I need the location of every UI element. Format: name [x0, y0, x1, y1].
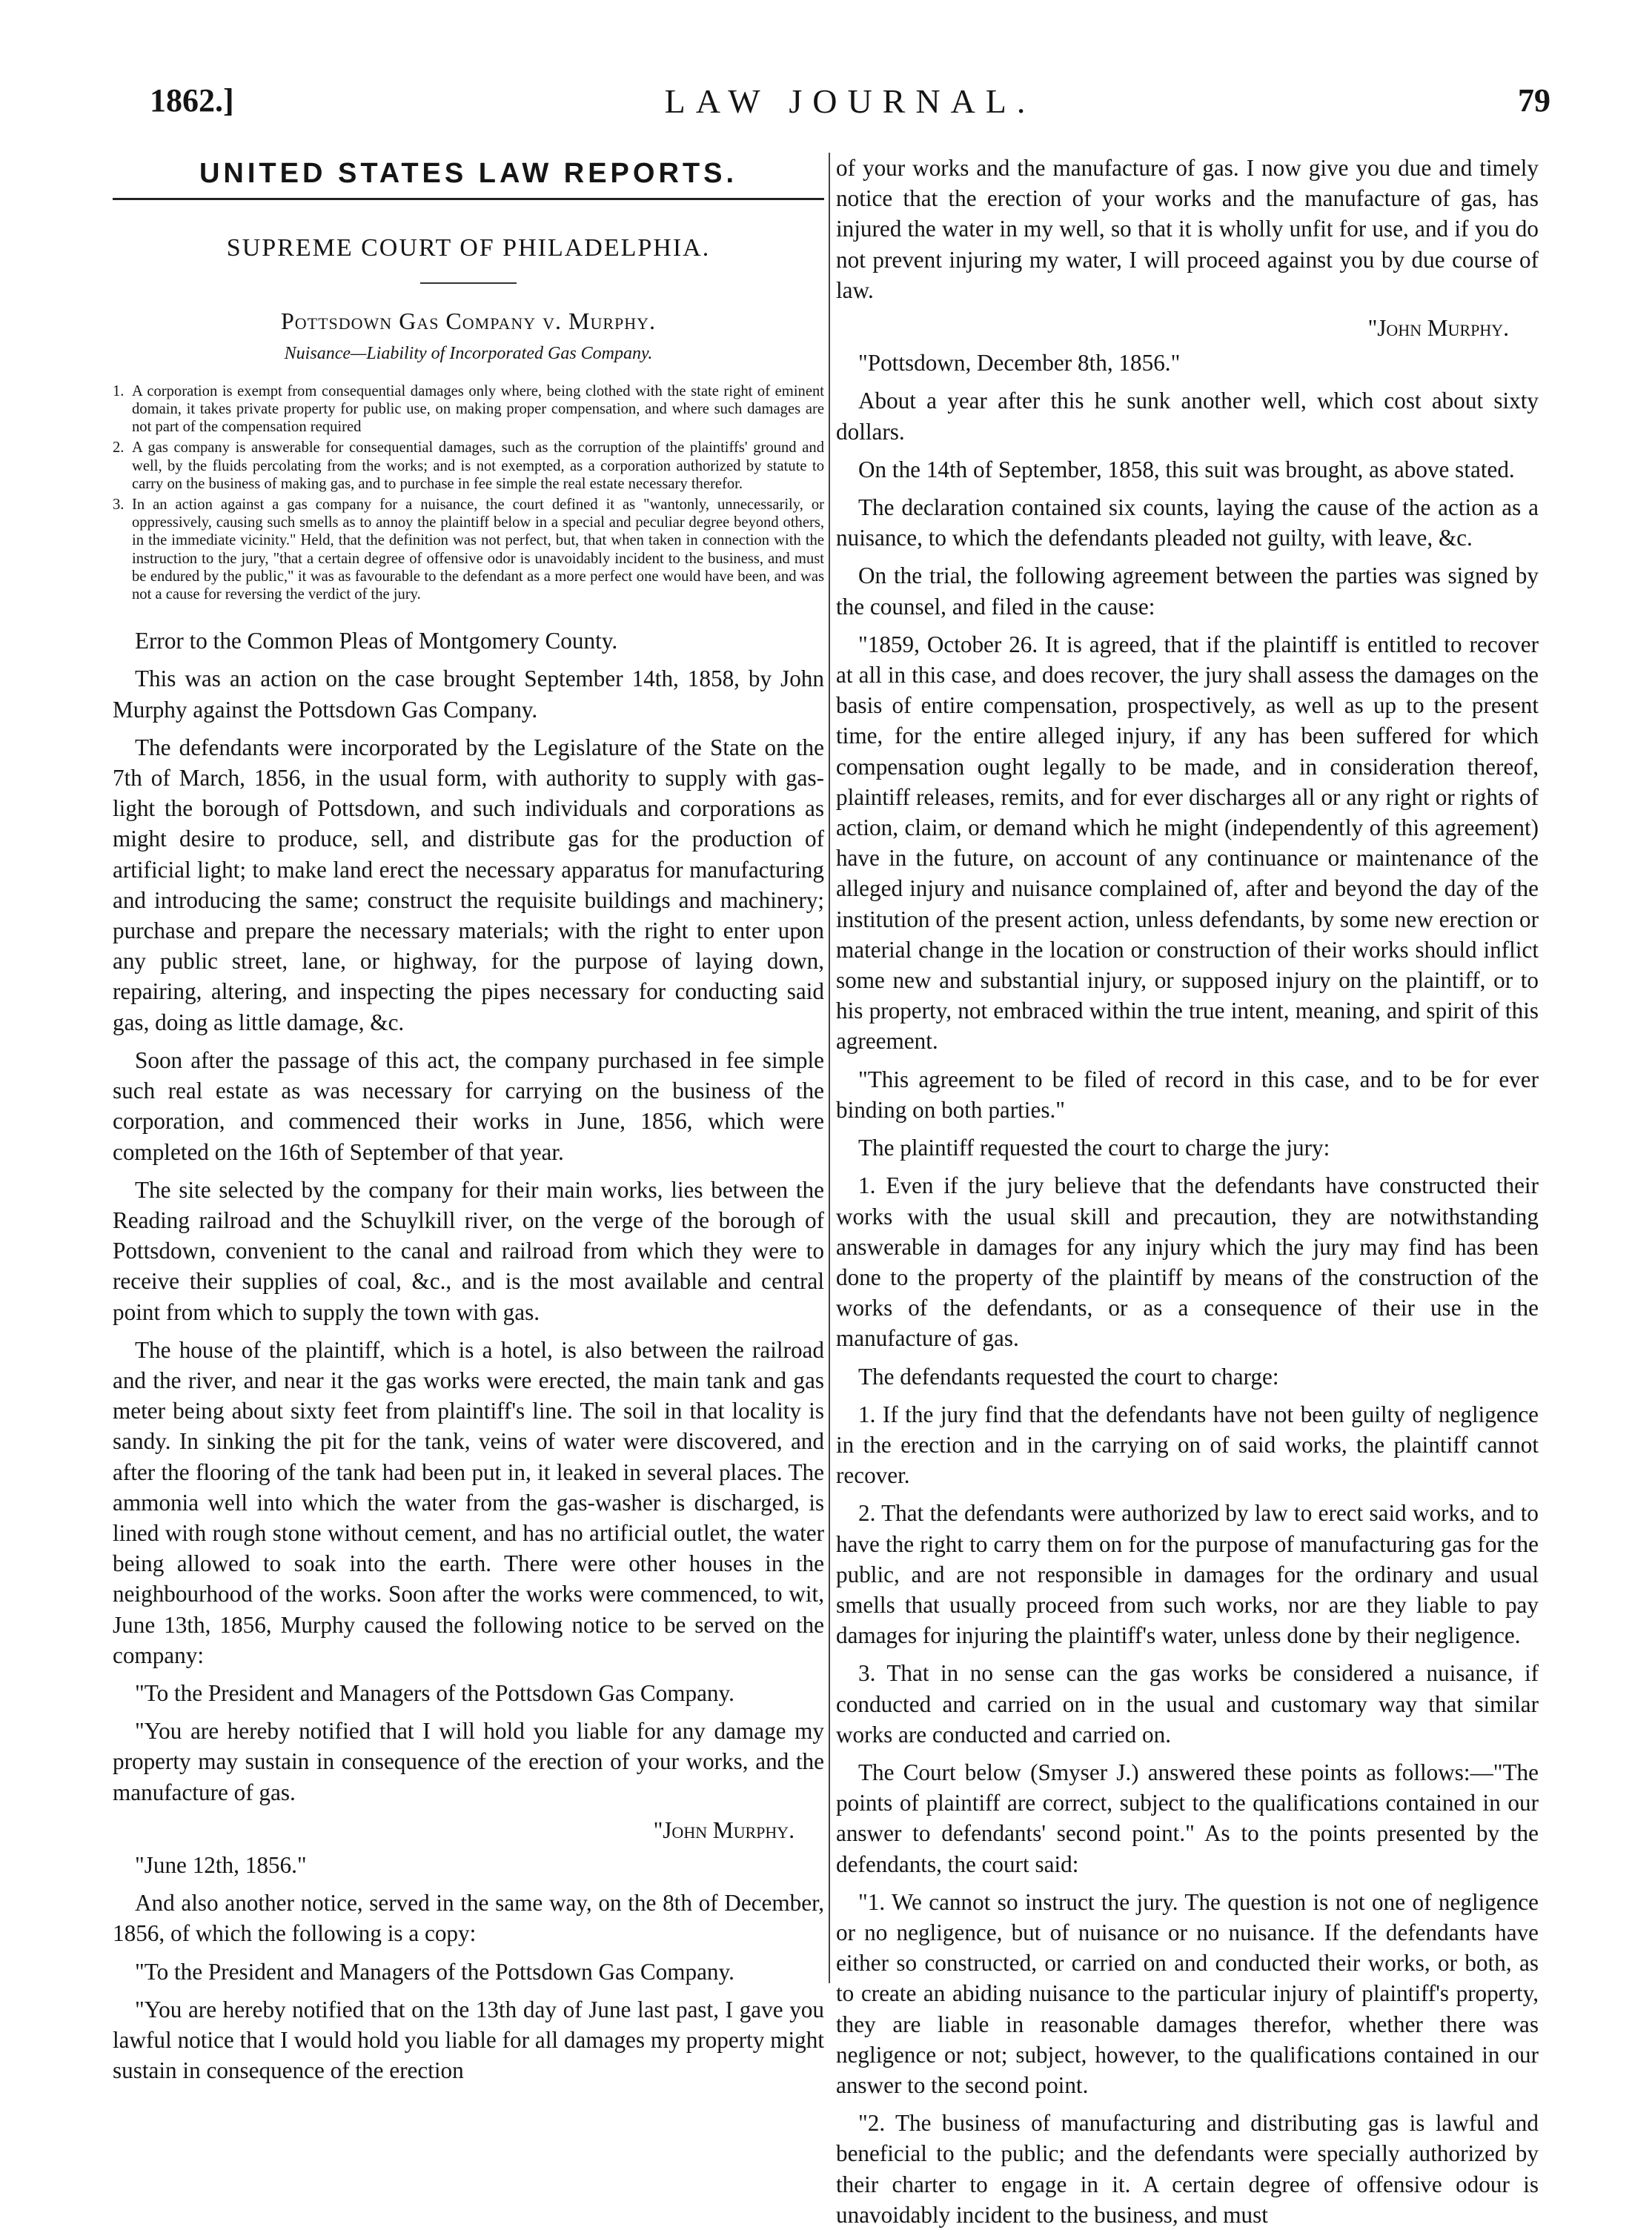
- paragraph: The Court below (Smyser J.) answered these points as follows:—"The points of plaintiff are correct, subject to the qualifications contained in our answer to defendants' second point." As to the points presented by the defendants, the court said:: [836, 1759, 1539, 1877]
- page-number: 79: [1518, 82, 1550, 119]
- paragraph: The declaration contained six counts, laying the cause of the action as a nuisance, to which the defendants pleaded not guilty, with leave, &c.: [836, 494, 1539, 551]
- syllabus-item: [113, 439, 824, 493]
- divider: [420, 282, 517, 284]
- syllabus-text: A corporation is exempt from consequential damages only where, being clothed with the state right of eminent domain, it takes private property for public use, on making proper compensation, and where such damages are not part of the compensation required: [132, 382, 824, 436]
- paragraph: "2. The business of manufacturing and distributing gas is lawful and beneficial to the public; and the defendants were specially authorized by their charter to engage in it. A certain degree of offensive odour is unavoidably incident to the business, and must: [836, 2110, 1539, 2228]
- paragraph: "1. We cannot so instruct the jury. The question is not one of negligence or no negligence, but of nuisance or no nuisance. If the defendants have either so constructed, or carried on and conducted their works, or both, as to create an abiding nuisance to the particular injury of plaintiff's property, they are liable in reasonable damages therefor, whether there was negligence or not; subject, however, to the qualifications contained in our answer to the second point.: [836, 1888, 1539, 2098]
- heading-rule: [113, 198, 824, 200]
- syllabus-text: In an action against a gas company for a nuisance, the court defined it as "wantonly, unnecessarily, or oppressively, causing such smells as to annoy the plaintiff below in a special and peculiar degree beyond others, in the immediate vicinity." Held, that the definition was not perfect, but, that when taken in connection with the instruction to the jury, "that a certain degree of offensive odor is unavoidably incident to the business, and must be endured by the public," it was as favourable to the defendant as a more perfect one would have been, and was not a cause for reversing the verdict of the jury.: [132, 497, 824, 603]
- running-head: [150, 74, 1550, 126]
- paragraph: "To the President and Managers of the Pottsdown Gas Company.: [135, 1958, 734, 1985]
- running-head-title: LAW JOURNAL.: [664, 82, 1036, 120]
- left-column: [113, 153, 824, 2084]
- paragraph: And also another notice, served in the same way, on the 8th of December, 1856, of which the following is a copy:: [113, 1890, 824, 1947]
- paragraph: The house of the plaintiff, which is a hotel, is also between the railroad and the river, and near it the gas works were erected, the main tank and gas meter being about sixty feet from plaintiff's line. The soil in that locality is sandy. In sinking the pit for the tank, veins of water were discovered, and after the flooring of the tank had been put in, it leaked in several places. The ammonia well into which the water from the gas-washer is discharged, is lined with rough stone without cement, and has no artificial outlet, the water being allowed to soak into the earth. There were other houses in the neighbourhood of the works. Soon after the works were commenced, to wit, June 13th, 1856, Murphy caused the following notice to be served on the company:: [113, 1336, 824, 1668]
- paragraph: About a year after this he sunk another well, which cost about sixty dollars.: [836, 388, 1539, 445]
- syllabus-item: [113, 382, 824, 437]
- paragraph: "June 12th, 1856.": [135, 1851, 307, 1878]
- section-heading: UNITED STATES LAW REPORTS.: [199, 158, 738, 189]
- syllabus-number: 1.: [113, 382, 125, 399]
- case-subtitle: Nuisance—Liability of Incorporated Gas Company.: [284, 343, 653, 363]
- syllabus: [113, 382, 824, 603]
- paragraph: 3. That in no sense can the gas works be considered a nuisance, if conducted and carried on in the usual and customary way that similar works are conducted and carried on.: [836, 1660, 1539, 1748]
- paragraph: The defendants were incorporated by the Legislature of the State on the 7th of March, 1856, in the usual form, with authority to supply with gas-light the borough of Pottsdown, and such individuals and corporations as might desire to produce, sell, and distribute gas for the production of artificial light; to make land erect the necessary apparatus for manufacturing and introducing the same; construct the requisite buildings and machinery; purchase and prepare the necessary materials; with the right to enter upon any public street, lane, or highway, for the purpose of laying down, repairing, altering, and inspecting the pipes necessary for conducting said gas, doing as little damage, &c.: [113, 734, 824, 1035]
- running-head-year: 1862.]: [150, 82, 234, 119]
- paragraph: "To the President and Managers of the Pottsdown Gas Company.: [135, 1679, 734, 1706]
- syllabus-text: A gas company is answerable for consequential damages, such as the corruption of the plaintiffs' ground and well, by the fluids percolating from the works; and is not exempted, as a corporation authorized by statute to carry on the business of making gas, and to purchase in fee simple the real estate necessary therefor.: [132, 439, 824, 492]
- paragraph: "This agreement to be filed of record in this case, and to be for ever binding on both parties.": [836, 1066, 1539, 1123]
- paragraph: 1. If the jury find that the defendants have not been guilty of negligence in the erection and in the carrying on of said works, the plaintiff cannot recover.: [836, 1401, 1539, 1489]
- paragraph: 2. That the defendants were authorized by law to erect said works, and to have the right to carry them on for the purpose of manufacturing gas for the public, and are not responsible in damages for the ordinary and usual smells that usually proceed from such works, nor are they liable to pay damages for injuring the plaintiff's water, unless done by their negligence.: [836, 1500, 1539, 1649]
- paragraph: "Pottsdown, December 8th, 1856.": [858, 350, 1181, 376]
- case-title: Pottsdown Gas Company v. Murphy.: [280, 308, 657, 335]
- paragraph: The plaintiff requested the court to charge the jury:: [858, 1135, 1330, 1161]
- syllabus-item: [113, 496, 824, 603]
- paragraph: of your works and the manufacture of gas. I now give you due and timely notice that the erection of your works and the manufacture of gas, has injured the water in my well, so that it is wholly unfit for use, and if you do not prevent injuring my water, I will proceed against you by due course of law.: [836, 155, 1539, 303]
- syllabus-number: 3.: [113, 497, 125, 514]
- syllabus-number: 2.: [113, 439, 125, 457]
- paragraph: The site selected by the company for their main works, lies between the Reading railroad and the Schuylkill river, on the verge of the borough of Pottsdown, convenient to the canal and railroad from which they were to receive their supplies of coal, &c., and is the most available and central point from which to supply the town with gas.: [113, 1176, 824, 1325]
- paragraph: This was an action on the case brought September 14th, 1858, by John Murphy against the Pottsdown Gas Company.: [113, 666, 824, 723]
- paragraph: "1859, October 26. It is agreed, that if the plaintiff is entitled to recover at all in this case, and does recover, the jury shall assess the damages on the basis of entire compensation, prospectively, as well as up to the present time, for the entire alleged injury, if any has been suffered for which compensation ought legally to be made, and in consideration thereof, plaintiff releases, remits, and for ever discharges all or any right or rights of action, claim, or demand which he might (independently of this agreement) have in the future, on account of any continuance or maintenance of the alleged injury and nuisance complained of, after and beyond the day of the institution of the present action, unless defendants, by some new erection or material change in the location or construction of their works should inflict some new and substantial injury, or supposed injury on the plaintiff, or to his property, not embraced within the true intent, meaning, and spirit of this agreement.: [836, 631, 1539, 1055]
- paragraph: On the trial, the following agreement between the parties was signed by the counsel, and filed in the cause:: [836, 563, 1539, 620]
- paragraph: Error to the Common Pleas of Montgomery County.: [135, 628, 618, 654]
- right-column: [836, 153, 1539, 2228]
- paragraph: "You are hereby notified that on the 13th day of June last past, I gave you lawful notice that I would hold you liable for all damages my property might sustain in consequence of the erection: [113, 1996, 824, 2084]
- signature: "John Murphy.: [653, 1816, 795, 1843]
- paragraph: "You are hereby notified that I will hold you liable for any damage my property may sustain in consequence of the erection of your works, and the manufacture of gas.: [113, 1718, 824, 1805]
- paragraph: Soon after the passage of this act, the company purchased in fee simple such real estate as was necessary for carrying on the business of the corporation, and commenced their works in June, 1856, which were completed on the 16th of September of that year.: [113, 1046, 824, 1165]
- signature: "John Murphy.: [1367, 315, 1509, 342]
- paragraph: 1. Even if the jury believe that the defendants have constructed their works with the usual skill and precaution, they are notwithstanding answerable in damages for any injury which the jury may find has been done to the property of the plaintiff by means of the construction of the works of the defendants, or as a consequence of their use in the manufacture of gas.: [836, 1172, 1539, 1352]
- column-rule: [829, 153, 830, 1983]
- paragraph: The defendants requested the court to charge:: [858, 1363, 1279, 1390]
- court-name: SUPREME COURT OF PHILADELPHIA.: [226, 234, 711, 262]
- paragraph: On the 14th of September, 1858, this suit was brought, as above stated.: [858, 456, 1515, 482]
